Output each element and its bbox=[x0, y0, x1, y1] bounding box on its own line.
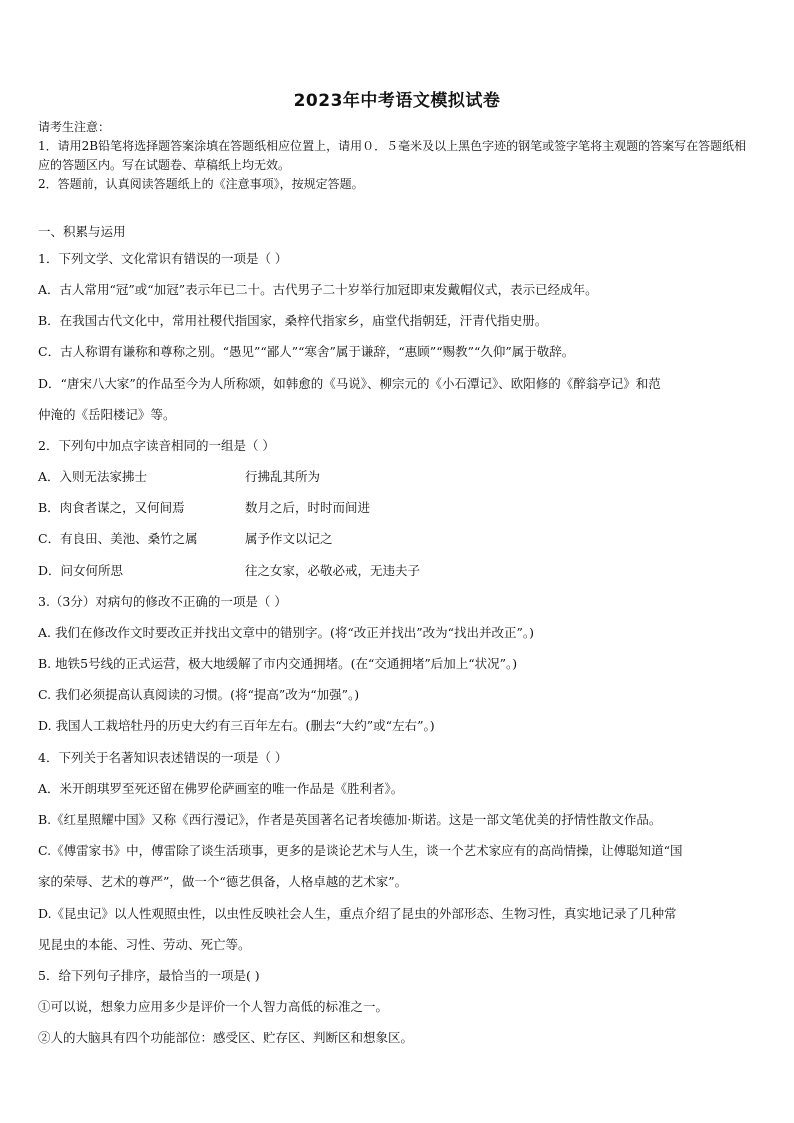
q4-option-c-line2: 家的荣辱、艺术的尊严”，做一个“德艺俱备，人格卓越的艺术家”。 bbox=[38, 874, 408, 889]
q4-option-a: A．米开朗琪罗至死还留在佛罗伦萨画室的唯一作品是《胜利者》。 bbox=[38, 781, 404, 796]
q2-option-c-left: C．有良田、美池、桑竹之属 bbox=[38, 531, 198, 546]
q5-sentence-2: ②人的大脑具有四个功能部位：感受区、贮存区、判断区和想象区。 bbox=[38, 1030, 414, 1045]
q2-option-a-left: A．入则无法家拂士 bbox=[38, 469, 148, 484]
q1-stem: 1．下列文学、文化常识有错误的一项是（ ） bbox=[38, 251, 288, 266]
q1-option-c: C．古人称谓有谦称和尊称之别。“愚见”“鄙人”“寒舍”属于谦辞，“惠顾”“赐教”“久仰”属于敬辞。 bbox=[38, 344, 575, 359]
q3-stem: 3.（3分）对病句的修改不正确的一项是（ ） bbox=[38, 594, 287, 609]
exam-notice bbox=[38, 118, 758, 194]
q2-option-b-left: B．肉食者谋之，又何间焉 bbox=[38, 500, 185, 515]
q2-stem: 2．下列句中加点字读音相同的一组是（ ） bbox=[38, 438, 275, 453]
notice-item-2: 2．答题前，认真阅读答题纸上的《注意事项》，按规定答题。 bbox=[38, 177, 364, 191]
q2-option-b-right: 数月之后，时时而间进 bbox=[245, 500, 371, 515]
q1-option-d-line2: 仲淹的《岳阳楼记》等。 bbox=[38, 407, 176, 422]
q3-option-c: C. 我们必须提高认真阅读的习惯。(将“提高”改为“加强”。) bbox=[38, 687, 360, 702]
q4-option-b: B.《红星照耀中国》又称《西行漫记》，作者是英国著名记者埃德加·斯诺。这是一部文笔优美的抒情性散文作品。 bbox=[38, 812, 662, 827]
q3-option-d: D. 我国人工栽培牡丹的历史大约有三百年左右。(删去“大约”或“左右”。) bbox=[38, 718, 435, 733]
q2-option-c-right: 属予作文以记之 bbox=[245, 531, 333, 546]
q2-option-d-right: 往之女家，必敬必戒，无违夫子 bbox=[245, 563, 421, 578]
q4-option-d-line2: 见昆虫的本能、习性、劳动、死亡等。 bbox=[38, 937, 251, 952]
q1-option-b: B．在我国古代文化中，常用社稷代指国家，桑梓代指家乡，庙堂代指朝廷，汗青代指史册。 bbox=[38, 313, 548, 328]
q2-option-a bbox=[38, 467, 147, 485]
q2-option-a-right: 行拂乱其所为 bbox=[245, 469, 321, 484]
q4-stem: 4．下列关于名著知识表述错误的一项是（ ） bbox=[38, 750, 288, 765]
q3-option-a: A. 我们在修改作文时要改正并找出文章中的错别字。(将“改正并找出”改为“找出并改正”。) bbox=[38, 625, 535, 640]
q4-option-d-line1: D.《昆虫记》以人性观照虫性，以虫性反映社会人生，重点介绍了昆虫的外部形态、生物习性，真实地记录了几种常 bbox=[38, 906, 677, 921]
notice-item-1: 1．请用2B铅笔将选择题答案涂填在答题纸相应位置上，请用０．５毫米及以上黑色字迹的钢笔或签字笔将主观题的答案写在答题纸相应的答题区内。写在试题卷、草稿纸上均无效。 bbox=[38, 139, 747, 172]
q2-option-d-left: D．问女何所思 bbox=[38, 563, 124, 578]
notice-heading: 请考生注意： bbox=[38, 120, 111, 134]
q1-option-a: A．古人常用“冠”或“加冠”表示年已二十。古代男子二十岁举行加冠即束发戴帽仪式，表示已经成年。 bbox=[38, 282, 598, 297]
q1-option-d-line1: D．“唐宋八大家”的作品至今为人所称颂，如韩愈的《马说》、柳宗元的《小石潭记》、欧阳修的《醉翁亭记》和范 bbox=[38, 376, 661, 391]
section-heading: 一、积累与运用 bbox=[38, 224, 126, 239]
q4-option-c-line1: C.《傅雷家书》中，傅雷除了谈生活琐事，更多的是谈论艺术与人生，谈一个艺术家应有的高尚情操，让傅聪知道“国 bbox=[38, 843, 683, 858]
page-title: 2023年中考语文模拟试卷 bbox=[293, 91, 501, 111]
q5-sentence-1: ①可以说，想象力应用多少是评价一个人智力高低的标准之一。 bbox=[38, 999, 389, 1014]
q5-stem: 5．给下列句子排序，最恰当的一项是( ) bbox=[38, 968, 260, 983]
q3-option-b: B. 地铁5号线的正式运营，极大地缓解了市内交通拥堵。(在“交通拥堵”后加上“状况”。) bbox=[38, 656, 518, 671]
